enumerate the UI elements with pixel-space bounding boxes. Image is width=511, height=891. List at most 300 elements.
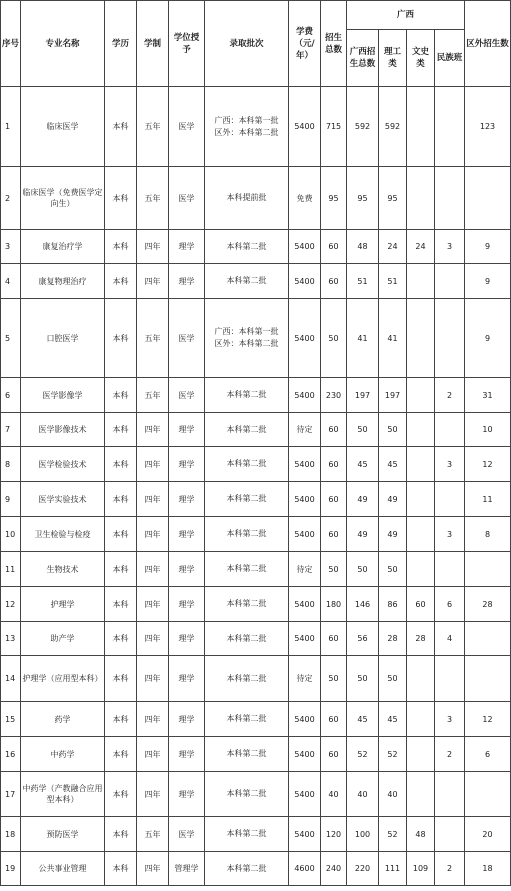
cell-edu: 本科 [105, 587, 137, 622]
cell-fee: 5400 [289, 87, 321, 167]
cell-total: 50 [321, 299, 347, 378]
cell-science: 50 [379, 552, 407, 587]
cell-degree: 理学 [169, 552, 205, 587]
cell-degree: 理学 [169, 230, 205, 264]
batch-line: 本科第二批 [226, 390, 267, 399]
cell-seq: 1 [1, 87, 21, 167]
cell-name: 医学影像技术 [21, 413, 105, 447]
batch-line: 本科第二批 [226, 241, 267, 251]
cell-fee: 待定 [289, 413, 321, 447]
batch-line: 本科第二批 [226, 276, 267, 285]
cell-total: 60 [321, 413, 347, 447]
cell-total: 240 [321, 852, 347, 886]
cell-name: 临床医学 [21, 87, 105, 167]
cell-gx-total: 100 [347, 817, 379, 852]
cell-batch [205, 552, 289, 587]
cell-edu: 本科 [105, 852, 137, 886]
cell-arts [407, 264, 435, 299]
cell-outside [465, 772, 511, 817]
table-body [1, 87, 511, 886]
cell-ethnic: 3 [435, 517, 465, 552]
cell-batch [205, 230, 289, 264]
cell-gx-total: 220 [347, 852, 379, 886]
table-row [1, 447, 511, 482]
cell-fee: 免费 [289, 167, 321, 230]
batch-line: 本科第二批 [226, 863, 267, 873]
cell-batch [205, 772, 289, 817]
cell-arts [407, 772, 435, 817]
cell-name: 康复物理治疗 [21, 264, 105, 299]
cell-ethnic [435, 772, 465, 817]
cell-edu: 本科 [105, 702, 137, 737]
cell-total: 50 [321, 552, 347, 587]
cell-science: 40 [379, 772, 407, 817]
cell-science: 45 [379, 702, 407, 737]
cell-ethnic: 3 [435, 447, 465, 482]
cell-outside: 12 [465, 702, 511, 737]
cell-years: 五年 [137, 817, 169, 852]
cell-seq: 12 [1, 587, 21, 622]
cell-name: 预防医学 [21, 817, 105, 852]
cell-edu: 本科 [105, 772, 137, 817]
cell-edu: 本科 [105, 482, 137, 517]
header-arts: 文史类 [407, 30, 435, 87]
table-row [1, 587, 511, 622]
cell-arts [407, 378, 435, 413]
cell-degree: 医学 [169, 299, 205, 378]
cell-science: 49 [379, 517, 407, 552]
cell-name: 中药学 [21, 737, 105, 772]
table-row [1, 552, 511, 587]
cell-total: 60 [321, 622, 347, 656]
table-row [1, 413, 511, 447]
batch-line: 本科第二批 [226, 424, 267, 434]
cell-outside: 9 [465, 264, 511, 299]
cell-edu: 本科 [105, 552, 137, 587]
cell-name: 临床医学（免费医学定向生） [21, 167, 105, 230]
cell-batch [205, 852, 289, 886]
batch-line: 本科第二批 [226, 749, 267, 758]
cell-batch [205, 587, 289, 622]
cell-arts [407, 299, 435, 378]
cell-name: 药学 [21, 702, 105, 737]
cell-outside: 11 [465, 482, 511, 517]
cell-name: 口腔医学 [21, 299, 105, 378]
cell-ethnic [435, 264, 465, 299]
header-gx-total: 广西招生总数 [347, 30, 379, 87]
cell-degree: 理学 [169, 737, 205, 772]
table-row [1, 482, 511, 517]
cell-edu: 本科 [105, 737, 137, 772]
cell-total: 60 [321, 517, 347, 552]
cell-total: 50 [321, 656, 347, 702]
cell-arts [407, 552, 435, 587]
batch-line: 本科第二批 [226, 789, 267, 798]
cell-seq: 17 [1, 772, 21, 817]
cell-degree: 医学 [169, 87, 205, 167]
cell-seq: 11 [1, 552, 21, 587]
cell-name: 生物技术 [21, 552, 105, 587]
cell-arts: 28 [407, 622, 435, 656]
header-total: 招生总数 [321, 1, 347, 87]
cell-total: 715 [321, 87, 347, 167]
cell-fee: 5400 [289, 230, 321, 264]
cell-degree: 理学 [169, 656, 205, 702]
cell-outside: 12 [465, 447, 511, 482]
cell-edu: 本科 [105, 656, 137, 702]
table-row [1, 656, 511, 702]
cell-ethnic [435, 552, 465, 587]
cell-batch [205, 656, 289, 702]
cell-arts [407, 447, 435, 482]
cell-ethnic: 6 [435, 587, 465, 622]
cell-degree: 理学 [169, 447, 205, 482]
cell-ethnic: 2 [435, 852, 465, 886]
batch-line: 本科第二批 [226, 673, 267, 683]
cell-degree: 理学 [169, 482, 205, 517]
header-ethnic: 民族班 [435, 30, 465, 87]
cell-fee: 5400 [289, 737, 321, 772]
cell-fee: 5400 [289, 702, 321, 737]
cell-gx-total: 49 [347, 482, 379, 517]
cell-total: 60 [321, 737, 347, 772]
cell-seq: 6 [1, 378, 21, 413]
cell-arts: 48 [407, 817, 435, 852]
header-name: 专业名称 [21, 1, 105, 87]
batch-line: 本科提前批 [226, 193, 267, 202]
cell-batch [205, 299, 289, 378]
cell-name: 护理学 [21, 587, 105, 622]
cell-fee: 5400 [289, 517, 321, 552]
table-row [1, 87, 511, 167]
cell-gx-total: 48 [347, 230, 379, 264]
cell-fee: 5400 [289, 447, 321, 482]
batch-line: 本科第二批 [226, 633, 267, 643]
cell-arts [407, 167, 435, 230]
cell-ethnic [435, 87, 465, 167]
cell-arts: 109 [407, 852, 435, 886]
cell-edu: 本科 [105, 622, 137, 656]
cell-years: 五年 [137, 87, 169, 167]
cell-batch [205, 378, 289, 413]
cell-fee: 5400 [289, 299, 321, 378]
cell-total: 60 [321, 447, 347, 482]
cell-seq: 2 [1, 167, 21, 230]
cell-edu: 本科 [105, 264, 137, 299]
cell-degree: 医学 [169, 817, 205, 852]
cell-edu: 本科 [105, 230, 137, 264]
cell-gx-total: 146 [347, 587, 379, 622]
table-row [1, 167, 511, 230]
cell-gx-total: 95 [347, 167, 379, 230]
cell-gx-total: 56 [347, 622, 379, 656]
cell-fee: 5400 [289, 587, 321, 622]
cell-batch [205, 413, 289, 447]
cell-name: 助产学 [21, 622, 105, 656]
cell-science: 592 [379, 87, 407, 167]
cell-years: 四年 [137, 552, 169, 587]
cell-degree: 理学 [169, 413, 205, 447]
cell-seq: 18 [1, 817, 21, 852]
batch-line: 广西：本科第一批 [214, 115, 279, 125]
cell-years: 四年 [137, 413, 169, 447]
cell-gx-total: 41 [347, 299, 379, 378]
cell-outside [465, 167, 511, 230]
cell-ethnic [435, 299, 465, 378]
cell-batch [205, 482, 289, 517]
header-outside: 区外招生数 [465, 1, 511, 87]
batch-line: 本科第二批 [226, 459, 267, 468]
cell-name: 医学影像学 [21, 378, 105, 413]
cell-science: 28 [379, 622, 407, 656]
cell-science: 49 [379, 482, 407, 517]
cell-arts [407, 656, 435, 702]
cell-batch [205, 622, 289, 656]
cell-name: 医学实验技术 [21, 482, 105, 517]
cell-seq: 10 [1, 517, 21, 552]
header-seq: 序号 [1, 1, 21, 87]
cell-years: 四年 [137, 482, 169, 517]
cell-degree: 理学 [169, 702, 205, 737]
cell-ethnic: 3 [435, 230, 465, 264]
cell-gx-total: 50 [347, 413, 379, 447]
cell-batch [205, 264, 289, 299]
cell-batch [205, 702, 289, 737]
table-row [1, 622, 511, 656]
cell-gx-total: 592 [347, 87, 379, 167]
cell-degree: 理学 [169, 587, 205, 622]
cell-science: 51 [379, 264, 407, 299]
cell-outside [465, 552, 511, 587]
batch-line: 本科第二批 [226, 529, 267, 538]
cell-seq: 14 [1, 656, 21, 702]
cell-seq: 19 [1, 852, 21, 886]
cell-science: 95 [379, 167, 407, 230]
batch-line: 本科第二批 [226, 714, 267, 723]
cell-seq: 16 [1, 737, 21, 772]
cell-edu: 本科 [105, 299, 137, 378]
cell-edu: 本科 [105, 413, 137, 447]
header-science: 理工类 [379, 30, 407, 87]
table-row [1, 817, 511, 852]
cell-years: 四年 [137, 772, 169, 817]
cell-science: 50 [379, 413, 407, 447]
cell-outside: 9 [465, 299, 511, 378]
cell-science: 52 [379, 737, 407, 772]
cell-name: 卫生检验与检疫 [21, 517, 105, 552]
cell-gx-total: 40 [347, 772, 379, 817]
cell-outside: 123 [465, 87, 511, 167]
header-years: 学制 [137, 1, 169, 87]
cell-batch [205, 447, 289, 482]
cell-arts [407, 87, 435, 167]
header-degree: 学位授予 [169, 1, 205, 87]
table-row [1, 702, 511, 737]
cell-science: 45 [379, 447, 407, 482]
cell-degree: 理学 [169, 622, 205, 656]
cell-years: 四年 [137, 517, 169, 552]
cell-science: 197 [379, 378, 407, 413]
cell-arts [407, 482, 435, 517]
cell-seq: 15 [1, 702, 21, 737]
cell-edu: 本科 [105, 87, 137, 167]
cell-degree: 理学 [169, 517, 205, 552]
cell-batch [205, 87, 289, 167]
batch-line: 区外：本科第二批 [214, 127, 279, 137]
cell-seq: 3 [1, 230, 21, 264]
cell-outside: 9 [465, 230, 511, 264]
table-row [1, 772, 511, 817]
batch-line: 区外：本科第二批 [214, 339, 279, 348]
cell-arts [407, 413, 435, 447]
cell-science: 111 [379, 852, 407, 886]
table-row [1, 230, 511, 264]
cell-fee: 5400 [289, 264, 321, 299]
cell-name: 康复治疗学 [21, 230, 105, 264]
cell-arts: 60 [407, 587, 435, 622]
cell-total: 60 [321, 482, 347, 517]
cell-ethnic: 2 [435, 378, 465, 413]
cell-outside: 20 [465, 817, 511, 852]
cell-ethnic [435, 413, 465, 447]
cell-arts [407, 737, 435, 772]
cell-seq: 13 [1, 622, 21, 656]
cell-degree: 医学 [169, 378, 205, 413]
cell-years: 四年 [137, 702, 169, 737]
header-edu: 学历 [105, 1, 137, 87]
cell-seq: 7 [1, 413, 21, 447]
cell-fee: 待定 [289, 656, 321, 702]
cell-outside: 6 [465, 737, 511, 772]
header-guangxi: 广西 [347, 1, 465, 30]
cell-total: 120 [321, 817, 347, 852]
cell-total: 60 [321, 264, 347, 299]
cell-years: 四年 [137, 852, 169, 886]
cell-science: 50 [379, 656, 407, 702]
cell-fee: 待定 [289, 552, 321, 587]
cell-years: 四年 [137, 737, 169, 772]
cell-years: 四年 [137, 264, 169, 299]
cell-arts [407, 517, 435, 552]
cell-years: 四年 [137, 656, 169, 702]
cell-total: 230 [321, 378, 347, 413]
cell-years: 五年 [137, 167, 169, 230]
cell-ethnic [435, 167, 465, 230]
cell-name: 中药学（产教融合应用型本科） [21, 772, 105, 817]
header-batch: 录取批次 [205, 1, 289, 87]
cell-fee: 5400 [289, 378, 321, 413]
cell-years: 四年 [137, 230, 169, 264]
cell-science: 24 [379, 230, 407, 264]
cell-name: 公共事业管理 [21, 852, 105, 886]
table-row [1, 517, 511, 552]
cell-batch [205, 517, 289, 552]
cell-fee: 5400 [289, 482, 321, 517]
cell-degree: 理学 [169, 264, 205, 299]
cell-name: 医学检验技术 [21, 447, 105, 482]
cell-seq: 4 [1, 264, 21, 299]
cell-outside: 31 [465, 378, 511, 413]
cell-years: 四年 [137, 622, 169, 656]
cell-science: 52 [379, 817, 407, 852]
batch-line: 本科第二批 [226, 599, 267, 608]
cell-arts: 24 [407, 230, 435, 264]
cell-years: 五年 [137, 378, 169, 413]
cell-outside: 8 [465, 517, 511, 552]
cell-seq: 5 [1, 299, 21, 378]
cell-batch [205, 737, 289, 772]
cell-science: 86 [379, 587, 407, 622]
cell-years: 五年 [137, 299, 169, 378]
cell-gx-total: 45 [347, 447, 379, 482]
cell-seq: 9 [1, 482, 21, 517]
cell-name: 护理学（应用型本科） [21, 656, 105, 702]
cell-fee: 5400 [289, 772, 321, 817]
cell-arts [407, 702, 435, 737]
table-row [1, 378, 511, 413]
cell-gx-total: 49 [347, 517, 379, 552]
cell-ethnic: 2 [435, 737, 465, 772]
cell-degree: 医学 [169, 167, 205, 230]
cell-outside [465, 622, 511, 656]
cell-gx-total: 52 [347, 737, 379, 772]
batch-line: 本科第二批 [226, 494, 267, 503]
cell-total: 60 [321, 702, 347, 737]
cell-edu: 本科 [105, 447, 137, 482]
cell-ethnic [435, 656, 465, 702]
cell-degree: 管理学 [169, 852, 205, 886]
cell-edu: 本科 [105, 517, 137, 552]
cell-fee: 5400 [289, 817, 321, 852]
cell-fee: 4600 [289, 852, 321, 886]
cell-outside: 10 [465, 413, 511, 447]
cell-outside: 28 [465, 587, 511, 622]
cell-degree: 理学 [169, 772, 205, 817]
batch-line: 本科第二批 [226, 564, 267, 573]
cell-seq: 8 [1, 447, 21, 482]
cell-years: 四年 [137, 447, 169, 482]
cell-gx-total: 51 [347, 264, 379, 299]
cell-ethnic [435, 817, 465, 852]
cell-ethnic: 3 [435, 702, 465, 737]
cell-total: 60 [321, 230, 347, 264]
cell-gx-total: 45 [347, 702, 379, 737]
cell-ethnic [435, 482, 465, 517]
cell-total: 40 [321, 772, 347, 817]
batch-line: 本科第二批 [226, 829, 267, 838]
cell-years: 四年 [137, 587, 169, 622]
cell-fee: 5400 [289, 622, 321, 656]
cell-outside: 18 [465, 852, 511, 886]
cell-total: 95 [321, 167, 347, 230]
cell-science: 41 [379, 299, 407, 378]
cell-batch [205, 167, 289, 230]
batch-line: 广西：本科第一批 [214, 327, 279, 336]
cell-ethnic: 4 [435, 622, 465, 656]
cell-batch [205, 817, 289, 852]
cell-total: 180 [321, 587, 347, 622]
cell-edu: 本科 [105, 378, 137, 413]
table-row [1, 737, 511, 772]
cell-outside [465, 656, 511, 702]
table-row [1, 852, 511, 886]
cell-gx-total: 50 [347, 656, 379, 702]
cell-edu: 本科 [105, 167, 137, 230]
cell-edu: 本科 [105, 817, 137, 852]
cell-gx-total: 50 [347, 552, 379, 587]
table-row [1, 264, 511, 299]
header-fee: 学费（元/年） [289, 1, 321, 87]
